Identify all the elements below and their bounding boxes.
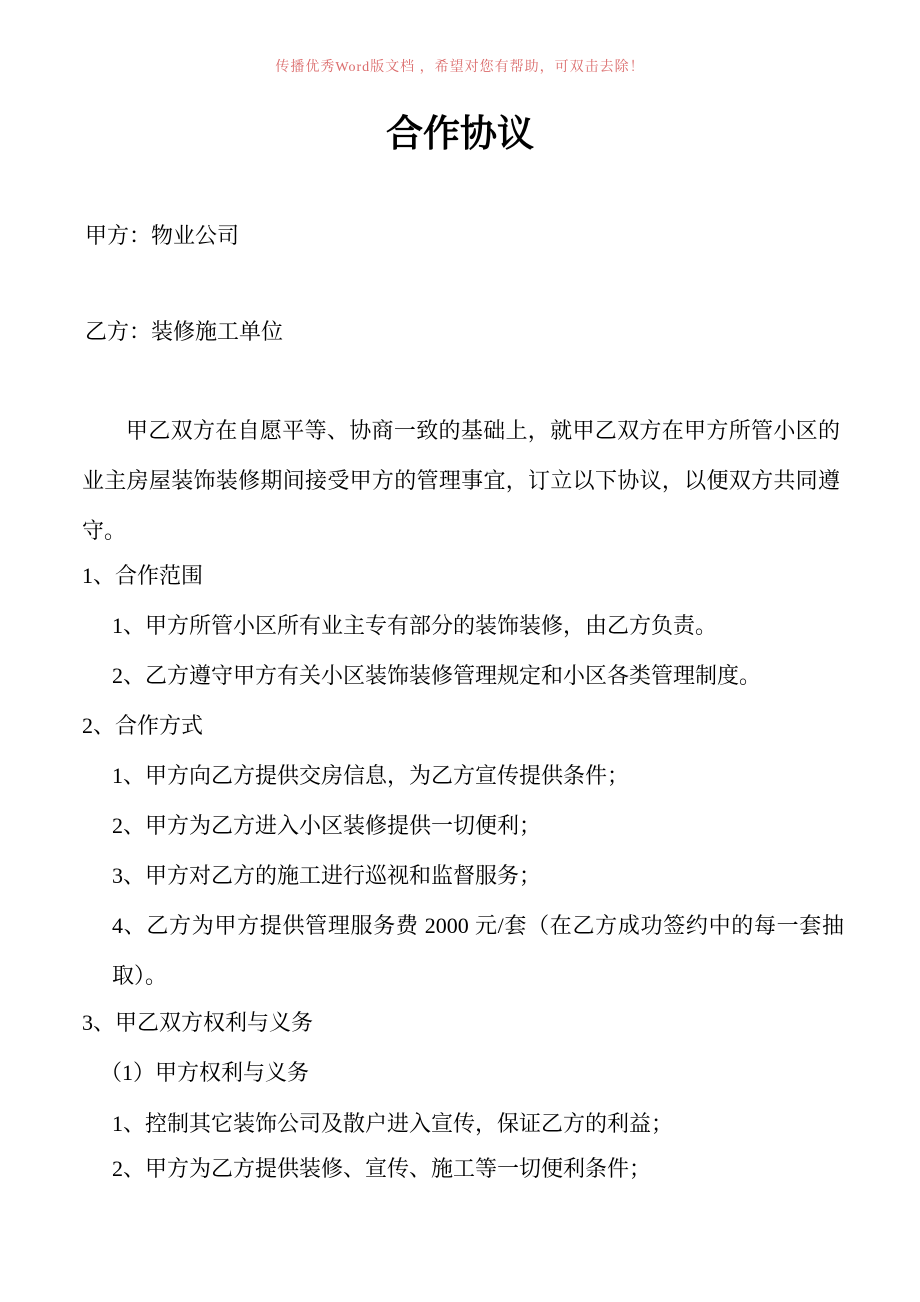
section-3-item-1: 1、控制其它装饰公司及散户进入宣传，保证乙方的利益； — [112, 1111, 674, 1136]
party-a-line: 甲方：物业公司 — [85, 223, 240, 248]
section-1-heading: 1、合作范围 — [82, 563, 204, 588]
party-b-line: 乙方：装修施工单位 — [85, 319, 284, 344]
section-2-item-4: 4、乙方为甲方提供管理服务费 2000 元/套（在乙方成功签约中的每一套抽取）。 — [112, 913, 844, 988]
section-3-subheading: （1）甲方权利与义务 — [100, 1060, 310, 1085]
section-2-item-3: 3、甲方对乙方的施工进行巡视和监督服务； — [112, 863, 542, 888]
section-2-item-1: 1、甲方向乙方提供交房信息，为乙方宣传提供条件； — [112, 763, 630, 788]
section-3-item-2: 2、甲方为乙方提供装修、宣传、施工等一切便利条件； — [112, 1156, 652, 1181]
removable-header-notice[interactable]: 传播优秀Word版文档 ，希望对您有帮助，可双击去除！ — [275, 60, 645, 75]
document-title: 合作协议 — [386, 113, 534, 154]
section-2-heading: 2、合作方式 — [82, 713, 204, 738]
section-3-heading: 3、甲乙双方权利与义务 — [82, 1010, 314, 1035]
section-1-item-2: 2、乙方遵守甲方有关小区装饰装修管理规定和小区各类管理制度。 — [112, 663, 762, 688]
intro-paragraph: 甲乙双方在自愿平等、协商一致的基础上，就甲乙双方在甲方所管小区的业主房屋装饰装修期间接受甲方的管理事宜，订立以下协议，以便双方共同遵守。 — [82, 418, 840, 543]
section-1-item-1: 1、甲方所管小区所有业主专有部分的装饰装修，由乙方负责。 — [112, 613, 718, 638]
section-2-item-2: 2、甲方为乙方进入小区装修提供一切便利； — [112, 813, 542, 838]
